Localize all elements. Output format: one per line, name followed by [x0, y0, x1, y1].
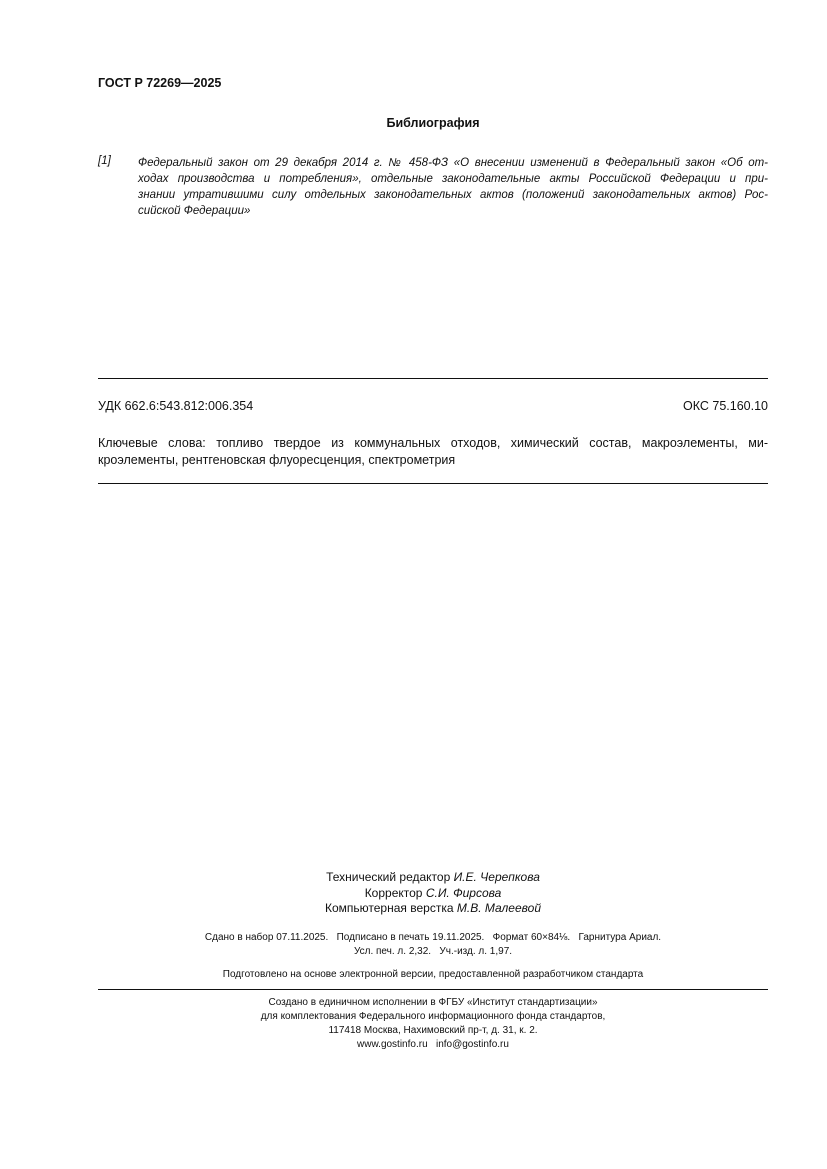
credit-role: Корректор	[364, 885, 423, 900]
publisher-info	[0, 996, 827, 1052]
credit-role: Технический редактор	[326, 870, 451, 884]
credits-block	[0, 870, 827, 917]
publisher-line: 117418 Москва, Нахимовский пр-т, д. 31, к. 2.	[328, 1025, 538, 1036]
standard-code: ГОСТ Р 72269—2025	[98, 76, 222, 90]
credit-person: С.И. Фирсова	[425, 885, 502, 900]
divider-keywords	[98, 483, 768, 484]
credit-line	[0, 886, 827, 902]
keywords-line: кроэлементы, рентгеновская флуоресценция, спектрометрия	[98, 453, 456, 467]
print-info-line: Сдано в набор 07.11.2025. Подписано в печать 19.11.2025. Формат 60×84⅛. Гарнитура Ариал.	[204, 932, 662, 943]
print-info	[0, 931, 827, 959]
reference-number: [1]	[98, 155, 111, 167]
publisher-line: для комплектования Федерального информационного фонда стандартов,	[260, 1011, 606, 1022]
keywords-line: Ключевые слова: топливо твердое из коммунальных отходов, химический состав, макроэлементы, ми-	[98, 436, 768, 450]
credit-line	[0, 901, 827, 917]
print-info-line: Усл. печ. л. 2,32. Уч.-изд. л. 1,97.	[353, 946, 513, 957]
publisher-contacts: www.gostinfo.ru info@gostinfo.ru	[357, 1039, 509, 1050]
credit-person: И.Е. Черепкова	[453, 870, 540, 884]
divider-bottom	[98, 989, 768, 990]
keywords	[98, 435, 768, 469]
publisher-line: Создано в единичном исполнении в ФГБУ «Институт стандартизации»	[268, 997, 598, 1008]
bibliography-title: Библиография	[386, 116, 480, 130]
reference-text	[138, 155, 768, 219]
credit-person: М.В. Малеевой	[456, 901, 541, 915]
reference-line: ходах производства и потребления», отдельные законодательные акты Российской Федерации и при-	[138, 173, 768, 185]
credit-role: Компьютерная верстка	[325, 901, 454, 915]
credit-line	[0, 870, 827, 886]
reference-line: знании утратившими силу отдельных законодательных актов (положений законодательных актов) Рос-	[138, 189, 768, 201]
udk-code: УДК 662.6:543.812:006.354	[98, 399, 254, 413]
prepared-note: Подготовлено на основе электронной версии, предоставленной разработчиком стандарта	[222, 969, 644, 980]
oks-code: ОКС 75.160.10	[683, 399, 768, 413]
reference-line: сийской Федерации»	[138, 205, 251, 217]
reference-line: Федеральный закон от 29 декабря 2014 г. № 458-ФЗ «О внесении изменений в Федеральный закон «Об от-	[138, 157, 768, 169]
divider-top	[98, 378, 768, 379]
